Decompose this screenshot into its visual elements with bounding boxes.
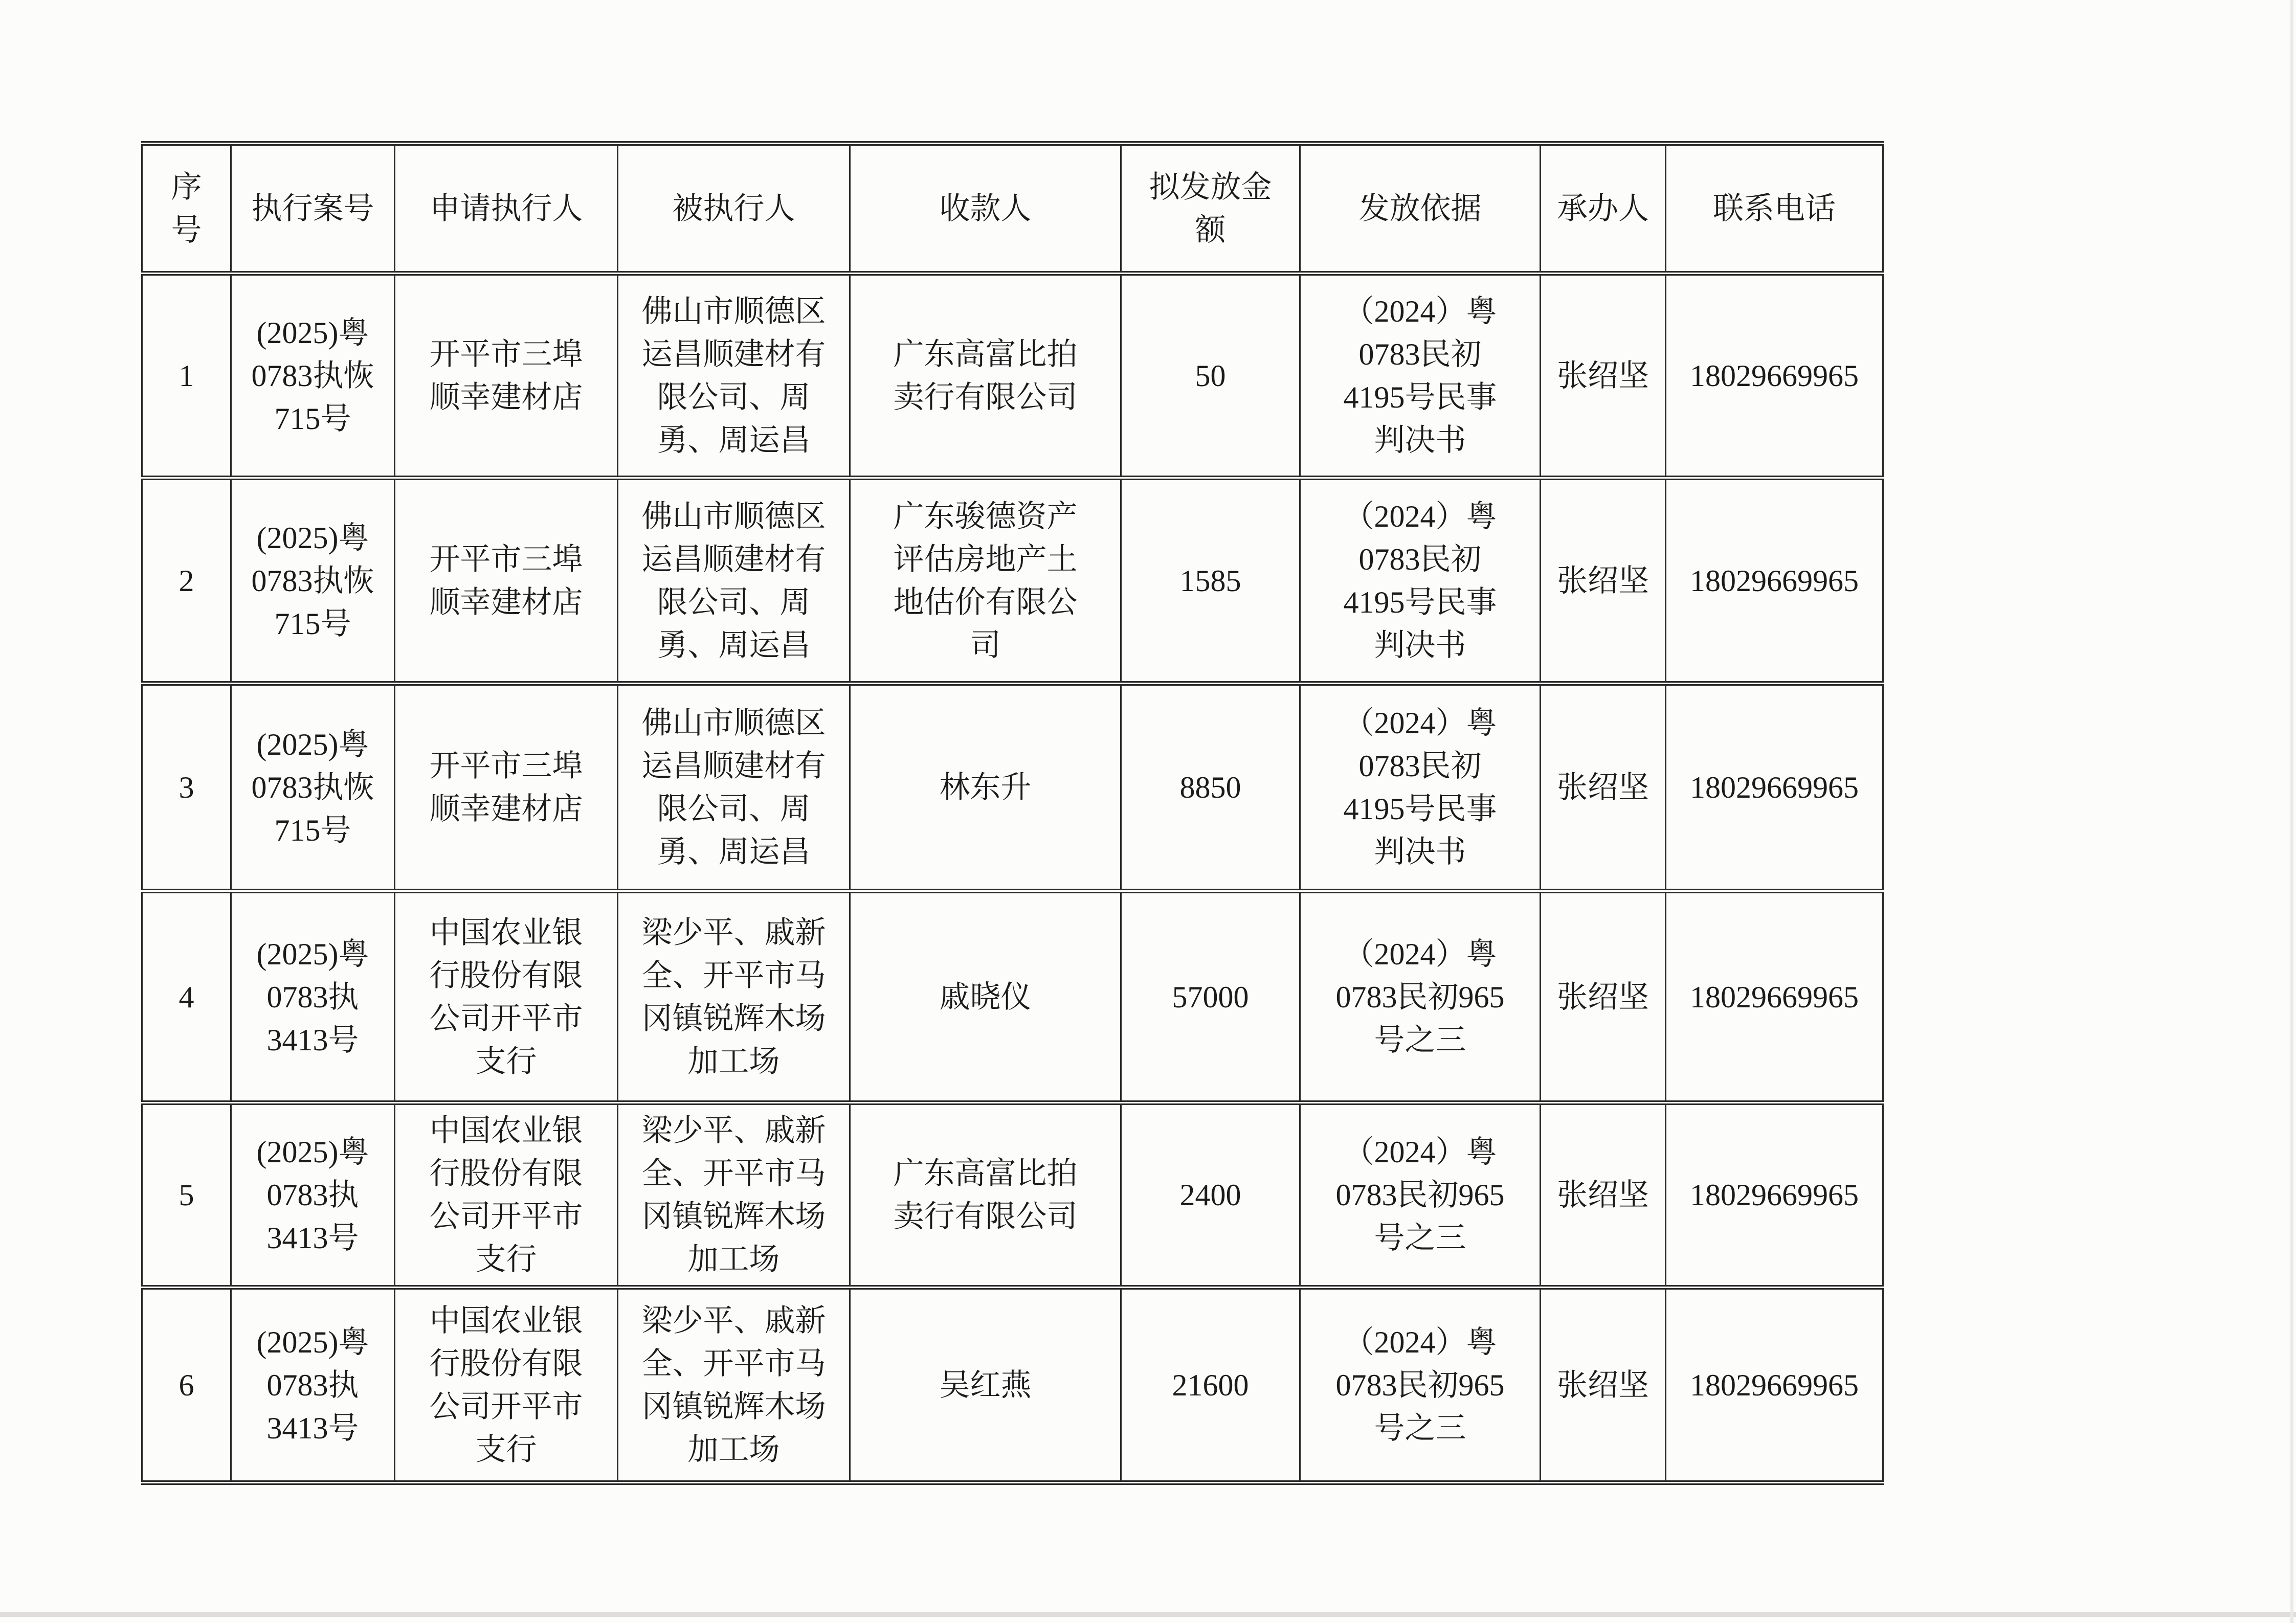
cell-case_no [231,478,395,684]
cell-handler-text: 张绍坚 [1557,1178,1649,1212]
cell-amount [1121,891,1300,1103]
cell-phone [1666,684,1883,891]
cell-payee-text: 广东高富比拍卖行有限公司 [893,1157,1078,1233]
cell-amount [1121,1288,1300,1483]
cell-phone [1666,1288,1883,1483]
cell-basis-text: （2024）粤0783民初965号之三 [1335,1325,1505,1445]
cell-applicant-text: 开平市三埠顺幸建材店 [429,337,583,414]
cell-payee-text: 吴红燕 [939,1368,1032,1402]
table-header-row [142,144,1883,274]
cell-amount [1121,684,1300,891]
cell-phone-text: 18029669965 [1690,770,1859,804]
header-payee-label: 收款人 [939,191,1032,226]
cell-phone [1666,891,1883,1103]
cell-respondent [618,891,850,1103]
cell-handler-text: 张绍坚 [1557,358,1649,393]
header-applicant-label: 申请执行人 [429,191,583,226]
cell-handler [1541,1288,1666,1483]
cell-respondent [618,478,850,684]
cell-seq [142,478,231,684]
scan-artifact-bottom-line [0,1612,2296,1617]
cell-case_no-text: (2025)粤0783执恢715号 [251,315,374,436]
cell-amount-text: 57000 [1172,980,1249,1014]
cell-phone [1666,274,1883,478]
cell-applicant [395,1103,618,1288]
cell-basis-text: （2024）粤0783民初4195号民事判决书 [1343,499,1497,662]
execution-disbursement-table [141,141,1884,1485]
cell-seq [142,274,231,478]
table-row [142,891,1883,1103]
cell-respondent-text: 佛山市顺德区运昌顺建材有限公司、周勇、周运昌 [641,499,826,662]
cell-payee [850,274,1121,478]
cell-applicant-text: 中国农业银行股份有限公司开平市支行 [429,1114,583,1276]
cell-handler-text: 张绍坚 [1557,1368,1649,1402]
header-payee [850,144,1121,274]
cell-amount [1121,274,1300,478]
cell-basis-text: （2024）粤0783民初4195号民事判决书 [1343,706,1497,869]
cell-respondent [618,1288,850,1483]
cell-payee [850,1103,1121,1288]
cell-respondent [618,1103,850,1288]
cell-seq-text: 1 [179,358,194,393]
cell-seq [142,891,231,1103]
cell-respondent-text: 佛山市顺德区运昌顺建材有限公司、周勇、周运昌 [641,294,826,457]
cell-case_no [231,1288,395,1483]
header-amount-label: 拟发放金额 [1149,170,1272,247]
table-row [142,1288,1883,1483]
header-handler [1541,144,1666,274]
cell-basis [1300,1288,1541,1483]
cell-applicant-text: 中国农业银行股份有限公司开平市支行 [429,915,583,1078]
cell-amount-text: 1585 [1179,563,1241,598]
header-basis [1300,144,1541,274]
cell-payee-text: 林东升 [939,770,1032,804]
cell-handler [1541,891,1666,1103]
cell-case_no-text: (2025)粤0783执3413号 [256,1135,369,1255]
cell-phone [1666,1103,1883,1288]
table-row [142,478,1883,684]
cell-amount-text: 50 [1195,358,1226,393]
cell-applicant [395,684,618,891]
header-applicant [395,144,618,274]
cell-applicant-text: 开平市三埠顺幸建材店 [429,542,583,619]
cell-applicant [395,1288,618,1483]
cell-basis-text: （2024）粤0783民初4195号民事判决书 [1343,294,1497,457]
header-seq [142,144,231,274]
header-case-no-label: 执行案号 [251,191,374,226]
cell-respondent [618,684,850,891]
cell-seq-text: 3 [179,770,194,804]
cell-applicant-text: 开平市三埠顺幸建材店 [429,749,583,826]
cell-phone-text: 18029669965 [1690,563,1859,598]
cell-amount-text: 8850 [1179,770,1241,804]
table-row [142,1103,1883,1288]
cell-seq-text: 2 [179,563,194,598]
cell-respondent-text: 佛山市顺德区运昌顺建材有限公司、周勇、周运昌 [641,706,826,869]
header-phone-label: 联系电话 [1713,191,1836,226]
cell-phone-text: 18029669965 [1690,1178,1859,1212]
cell-respondent-text: 梁少平、戚新全、开平市马冈镇锐辉木场加工场 [641,915,826,1078]
header-respondent [618,144,850,274]
cell-basis [1300,1103,1541,1288]
header-basis-label: 发放依据 [1358,191,1482,226]
header-handler-label: 承办人 [1557,191,1649,226]
cell-handler-text: 张绍坚 [1557,770,1649,804]
cell-applicant [395,891,618,1103]
cell-case_no-text: (2025)粤0783执3413号 [256,937,369,1057]
cell-respondent-text: 梁少平、戚新全、开平市马冈镇锐辉木场加工场 [641,1114,826,1276]
cell-amount [1121,1103,1300,1288]
cell-seq-text: 5 [179,1178,194,1212]
cell-phone-text: 18029669965 [1690,1368,1859,1402]
cell-basis [1300,891,1541,1103]
cell-amount-text: 21600 [1172,1368,1249,1402]
cell-payee [850,478,1121,684]
header-phone [1666,144,1883,274]
table-row [142,274,1883,478]
cell-handler-text: 张绍坚 [1557,563,1649,598]
cell-payee [850,1288,1121,1483]
header-case-no [231,144,395,274]
cell-basis [1300,274,1541,478]
cell-case_no [231,891,395,1103]
cell-payee-text: 广东骏德资产评估房地产土地估价有限公司 [893,499,1078,662]
cell-payee-text: 广东高富比拍卖行有限公司 [893,337,1078,414]
cell-applicant [395,274,618,478]
cell-seq [142,684,231,891]
cell-handler [1541,274,1666,478]
cell-basis-text: （2024）粤0783民初965号之三 [1335,937,1505,1057]
cell-case_no [231,1103,395,1288]
cell-payee [850,891,1121,1103]
cell-amount [1121,478,1300,684]
cell-respondent [618,274,850,478]
cell-phone [1666,478,1883,684]
cell-handler [1541,1103,1666,1288]
cell-phone-text: 18029669965 [1690,980,1859,1014]
cell-applicant [395,478,618,684]
cell-seq [142,1288,231,1483]
cell-seq-text: 4 [179,980,194,1014]
cell-case_no-text: (2025)粤0783执恢715号 [251,727,374,847]
cell-payee-text: 戚晓仪 [939,980,1032,1014]
cell-basis [1300,478,1541,684]
cell-respondent-text: 梁少平、戚新全、开平市马冈镇锐辉木场加工场 [641,1303,826,1467]
cell-applicant-text: 中国农业银行股份有限公司开平市支行 [429,1303,583,1467]
header-seq-label: 序号 [171,170,202,247]
cell-basis [1300,684,1541,891]
cell-basis-text: （2024）粤0783民初965号之三 [1335,1135,1505,1255]
cell-case_no-text: (2025)粤0783执3413号 [256,1325,369,1445]
cell-handler [1541,478,1666,684]
cell-handler [1541,684,1666,891]
cell-amount-text: 2400 [1179,1178,1241,1212]
header-respondent-label: 被执行人 [672,191,795,226]
cell-seq-text: 6 [179,1368,194,1402]
cell-case_no [231,684,395,891]
cell-handler-text: 张绍坚 [1557,980,1649,1014]
cell-case_no [231,274,395,478]
header-amount [1121,144,1300,274]
table-row [142,684,1883,891]
cell-payee [850,684,1121,891]
cell-seq [142,1103,231,1288]
cell-phone-text: 18029669965 [1690,358,1859,393]
cell-case_no-text: (2025)粤0783执恢715号 [251,521,374,641]
table-body [142,274,1883,1483]
scan-artifact-right-edge [2290,0,2293,1623]
